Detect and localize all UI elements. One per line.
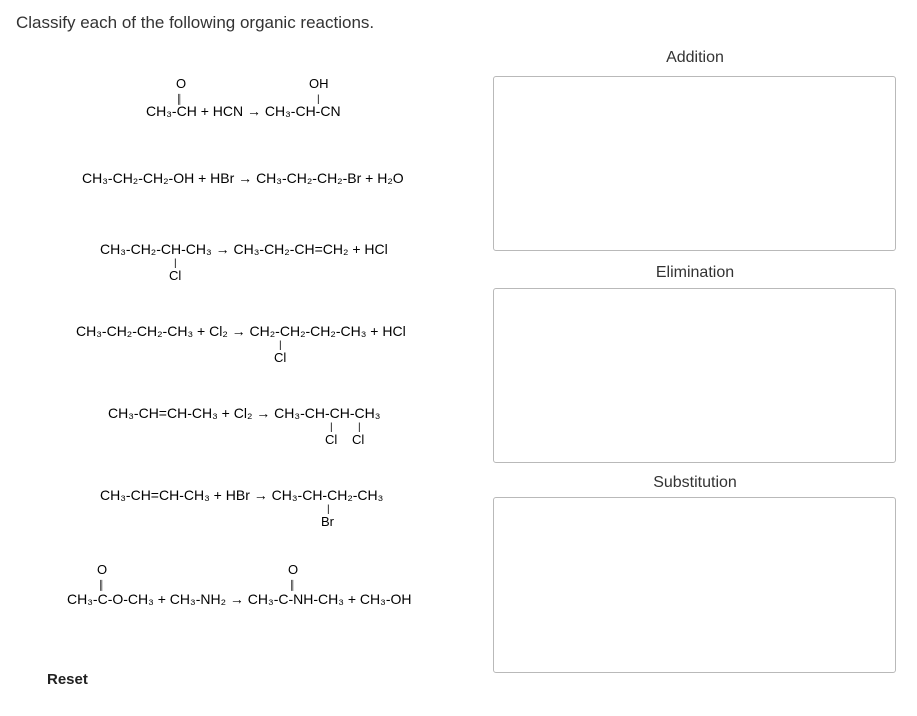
single-bond: | [358, 422, 361, 433]
single-bond: | [330, 422, 333, 433]
question-prompt: Classify each of the following organic reactions. [16, 13, 375, 32]
category-label-elimination: Elimination [655, 264, 735, 281]
bromine-substituent: Br [321, 514, 334, 529]
chlorine-substituent: Cl [169, 268, 182, 283]
reaction-text: CH₃-C-O-CH₃ + CH₃-NH₂ → CH₃-C-NH-CH₃ + CH₃-OH [67, 591, 412, 607]
carbonyl-oxygen: O [288, 562, 299, 577]
double-bond: ║ [98, 580, 105, 590]
carbonyl-oxygen: O [176, 76, 187, 91]
single-bond: | [327, 504, 330, 515]
dropzone-addition[interactable] [493, 76, 896, 251]
double-bond: ║ [289, 580, 296, 590]
double-bond: ║ [176, 94, 183, 104]
reaction-card[interactable] [76, 318, 436, 368]
single-bond: | [317, 94, 320, 105]
reaction-text: CH₃-CH₂-CH₂-CH₃ + Cl₂ → CH₂-CH₂-CH₂-CH₃ + HCl [76, 323, 406, 339]
reaction-text: CH₃-CH + HCN → CH₃-CH-CN [146, 103, 341, 119]
reaction-card[interactable] [82, 165, 432, 189]
chlorine-substituent: Cl [325, 432, 338, 447]
reaction-card[interactable] [100, 236, 420, 286]
reset-button[interactable]: Reset [47, 671, 88, 688]
category-label-substitution: Substitution [653, 474, 737, 491]
dropzone-substitution[interactable] [493, 497, 896, 673]
chlorine-substituent: Cl [352, 432, 365, 447]
reaction-text: CH₃-CH=CH-CH₃ + HBr → CH₃-CH-CH₂-CH₃ [100, 487, 384, 503]
reaction-card[interactable] [108, 400, 408, 450]
reaction-card[interactable] [100, 482, 410, 532]
hydroxyl-group: OH [309, 76, 329, 91]
reaction-text: CH₃-CH=CH-CH₃ + Cl₂ → CH₃-CH-CH-CH₃ [108, 405, 381, 421]
single-bond: | [279, 340, 282, 351]
category-label-addition: Addition [666, 49, 724, 66]
reaction-text: CH₃-CH₂-CH₂-OH + HBr → CH₃-CH₂-CH₂-Br + H₂O [82, 170, 404, 186]
reaction-card[interactable] [146, 76, 366, 120]
chlorine-substituent: Cl [274, 350, 287, 365]
reaction-card[interactable] [67, 562, 437, 608]
single-bond: | [174, 258, 177, 269]
dropzone-elimination[interactable] [493, 288, 896, 463]
reaction-text: CH₃-CH₂-CH-CH₃ → CH₃-CH₂-CH=CH₂ + HCl [100, 241, 388, 257]
carbonyl-oxygen: O [97, 562, 108, 577]
